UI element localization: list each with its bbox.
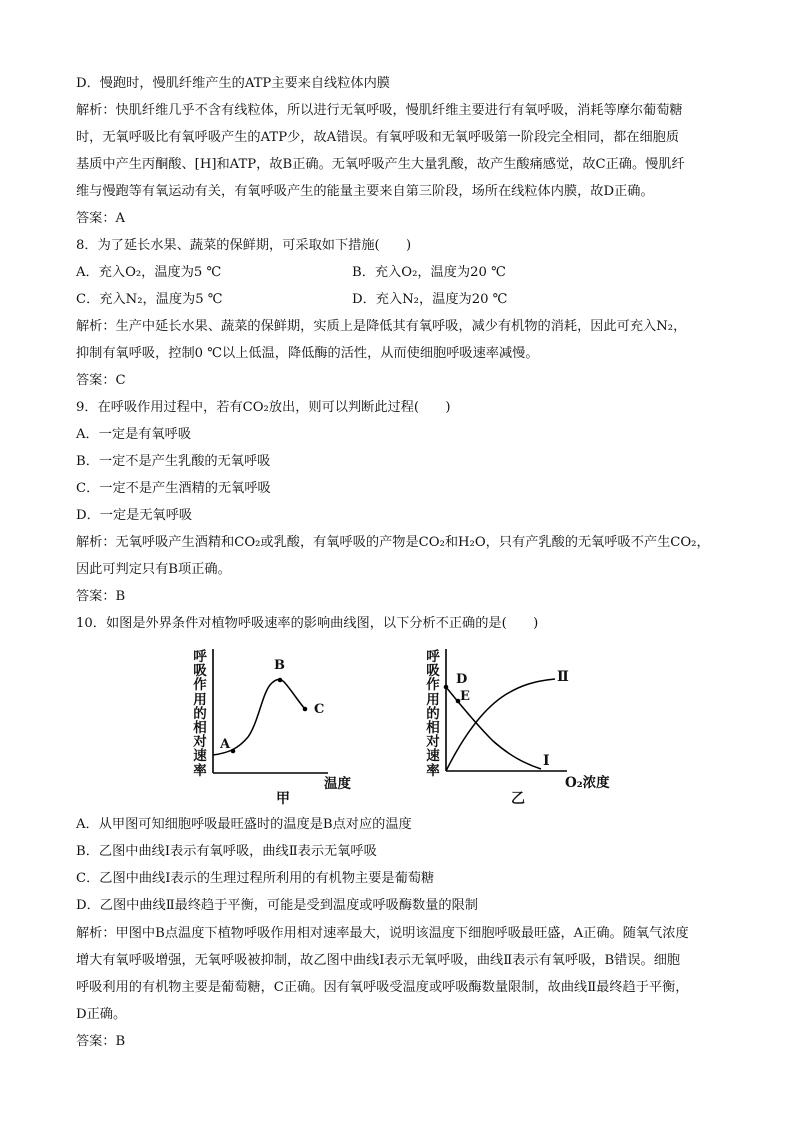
- jia-label-a: A: [220, 737, 231, 752]
- jia-x-axis-label: 温度: [324, 776, 351, 792]
- analysis-line: 时，无氧呼吸比有氧呼吸产生的ATP少，故A错误。有氧呼吸和无氧呼吸第一阶段完全相同，都在细胞质: [76, 130, 680, 145]
- answer-line: 答案：A: [76, 211, 126, 226]
- jia-y-axis-label: 呼吸作用的相对速率: [193, 649, 207, 779]
- figure-jia: [190, 645, 370, 805]
- yi-point-d: [444, 685, 449, 690]
- question-8: 8．为了延长水果、蔬菜的保鲜期，可采取如下措施( ): [76, 238, 412, 253]
- option-d: D．乙图中曲线Ⅱ最终趋于平衡，可能是受到温度或呼吸酶数量的限制: [76, 898, 478, 913]
- option-d-q7: D．慢跑时，慢肌纤维产生的ATP主要来自线粒体内膜: [76, 76, 390, 91]
- analysis-line: 解析：生产中延长水果、蔬菜的保鲜期，实质上是降低其有氧呼吸，减少有机物的消耗，因此可充入N₂，: [76, 319, 687, 334]
- option-b: B．一定不是产生乳酸的无氧呼吸: [76, 454, 271, 469]
- answer-line: 答案：C: [76, 373, 126, 388]
- option-b: B．乙图中曲线Ⅰ表示有氧呼吸，曲线Ⅱ表示无氧呼吸: [76, 844, 377, 859]
- analysis-line: 解析：无氧呼吸产生酒精和CO₂或乳酸，有氧呼吸的产物是CO₂和H₂O，只有产乳酸的无氧呼吸不产生CO₂，: [76, 535, 710, 550]
- analysis-line: 抑制有氧呼吸，控制0 ℃以上低温，降低酶的活性，从而使细胞呼吸速率减慢。: [76, 346, 539, 361]
- question-10: 10．如图是外界条件对植物呼吸速率的影响曲线图，以下分析不正确的是( ): [76, 616, 539, 631]
- figure-yi: [423, 645, 623, 805]
- answer-line: 答案：B: [76, 589, 126, 604]
- jia-caption: 甲: [276, 791, 290, 807]
- yi-label-d: D: [456, 672, 468, 687]
- option-c: C．一定不是产生酒精的无氧呼吸: [76, 481, 271, 496]
- yi-label-e: E: [460, 689, 470, 704]
- analysis-line: 基质中产生丙酮酸、[H]和ATP，故B正确。无氧呼吸产生大量乳酸，故产生酸痛感觉，故C正确。慢肌纤: [76, 157, 685, 172]
- option-c: C．乙图中曲线Ⅰ表示的生理过程所利用的有机物主要是葡萄糖: [76, 871, 435, 886]
- analysis-line: 因此可判定只有B项正确。: [76, 562, 231, 577]
- yi-label-curve-i: Ⅰ: [543, 753, 550, 769]
- question-9: 9．在呼吸作用过程中，若有CO₂放出，则可以判断此过程( ): [76, 400, 451, 415]
- yi-label-curve-ii: Ⅱ: [557, 669, 569, 685]
- option-a: A．充入O₂，温度为5 ℃: [76, 265, 222, 280]
- analysis-line: 解析：甲图中B点温度下植物呼吸作用相对速率最大，说明该温度下细胞呼吸最旺盛，A正确。随氧气浓度: [76, 926, 689, 941]
- analysis-line: D正确。: [76, 1007, 127, 1022]
- option-d: D．充入N₂，温度为20 ℃: [352, 292, 508, 307]
- jia-label-c: C: [314, 702, 325, 717]
- jia-point-a: [231, 749, 236, 754]
- option-b: B．充入O₂，温度为20 ℃: [352, 265, 506, 280]
- analysis-line: 解析：快肌纤维几乎不含有线粒体，所以进行无氧呼吸，慢肌纤维主要进行有氧呼吸，消耗等摩尔葡萄糖: [76, 103, 683, 118]
- option-a: A．一定是有氧呼吸: [76, 427, 192, 442]
- option-d: D．一定是无氧呼吸: [76, 508, 193, 523]
- jia-point-b: [278, 678, 283, 683]
- jia-label-b: B: [274, 658, 285, 673]
- option-a: A．从甲图可知细胞呼吸最旺盛时的温度是B点对应的温度: [76, 817, 412, 832]
- analysis-line: 呼吸利用的有机物主要是葡萄糖，C正确。因有氧呼吸受温度或呼吸酶数量限制，故曲线Ⅱ最终趋于平衡，: [76, 980, 689, 995]
- analysis-line: 增大有氧呼吸增强，无氧呼吸被抑制，故乙图中曲线Ⅰ表示无氧呼吸，曲线Ⅱ表示有氧呼吸，B错误。细胞: [76, 953, 681, 968]
- answer-line: 答案：B: [76, 1034, 126, 1049]
- yi-caption: 乙: [511, 791, 525, 807]
- jia-point-c: [303, 707, 308, 712]
- yi-x-axis-label: O₂浓度: [565, 775, 610, 791]
- option-c: C．充入N₂，温度为5 ℃: [76, 292, 223, 307]
- analysis-line: 维与慢跑等有氧运动有关，有氧呼吸产生的能量主要来自第三阶段，场所在线粒体内膜，故D正确。: [76, 184, 654, 199]
- yi-y-axis-label: 呼吸作用的相对速率: [426, 649, 440, 779]
